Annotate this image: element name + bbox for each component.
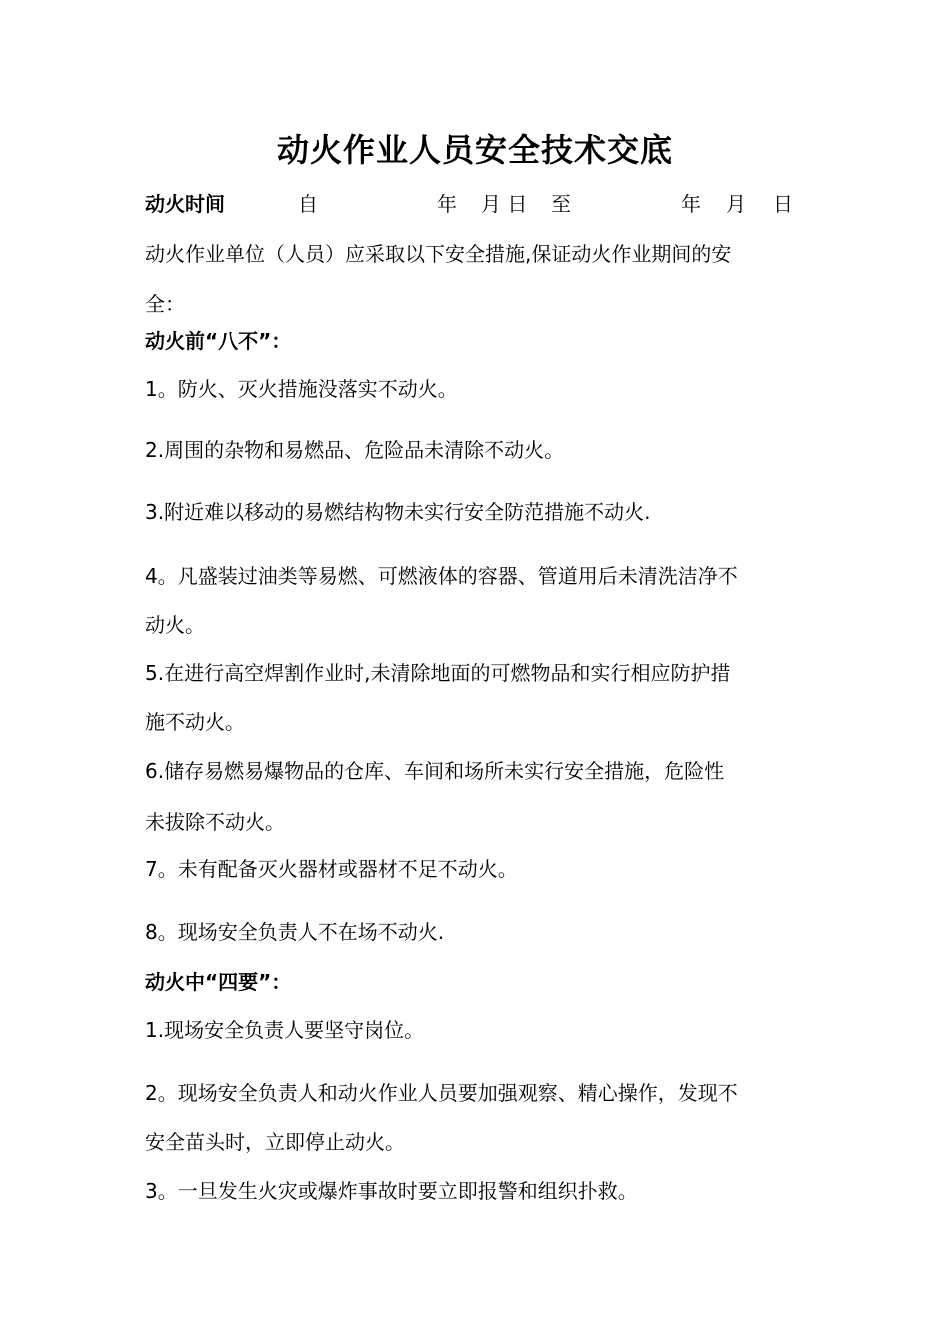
list-item: 动火。: [145, 613, 205, 637]
list-item: 安全苗头时，立即停止动火。: [145, 1130, 405, 1154]
section-heading-during: 动火中“四要”：: [145, 970, 292, 994]
list-item: 1.现场安全负责人要坚守岗位。: [145, 1018, 425, 1042]
list-item: 7。未有配备灭火器材或器材不足不动火。: [145, 857, 518, 881]
intro-line-1: 动火作业单位（人员）应采取以下安全措施,保证动火作业期间的安: [145, 242, 732, 266]
list-item: 2。现场安全负责人和动火作业人员要加强观察、精心操作，发现不: [145, 1081, 738, 1105]
list-item: 3。一旦发生火灾或爆炸事故时要立即报警和组织扑救。: [145, 1179, 638, 1203]
fire-time-label: 动火时间: [145, 192, 225, 216]
month-day-1-text: 月 日: [481, 192, 528, 216]
document-title: 动火作业人员安全技术交底: [276, 131, 673, 169]
list-item: 6.储存易燃易爆物品的仓库、车间和场所未实行安全措施，危险性: [145, 759, 725, 783]
to-text: 至: [551, 192, 571, 216]
list-item: 5.在进行高空焊割作业时,未清除地面的可燃物品和实行相应防护措: [145, 661, 731, 685]
list-item: 施不动火。: [145, 710, 245, 734]
year-2-text: 年: [681, 192, 701, 216]
list-item: 2.周围的杂物和易燃品、危险品未清除不动火。: [145, 438, 565, 462]
from-text: 自: [298, 192, 318, 216]
fire-time-row: [145, 189, 805, 219]
list-item: 1。防火、灭火措施没落实不动火。: [145, 377, 458, 401]
list-item: 8。现场安全负责人不在场不动火.: [145, 920, 445, 944]
list-item: 4。凡盛装过油类等易燃、可燃液体的容器、管道用后未清洗洁净不: [145, 564, 738, 588]
intro-line-2: 全：: [145, 292, 185, 316]
list-item: 3.附近难以移动的易燃结构物未实行安全防范措施不动火.: [145, 500, 651, 524]
day-2-text: 日: [773, 192, 793, 216]
list-item: 未拔除不动火。: [145, 810, 285, 834]
month-2-text: 月: [726, 192, 746, 216]
year-1-text: 年: [437, 192, 457, 216]
section-heading-before: 动火前“八不”：: [145, 329, 292, 353]
